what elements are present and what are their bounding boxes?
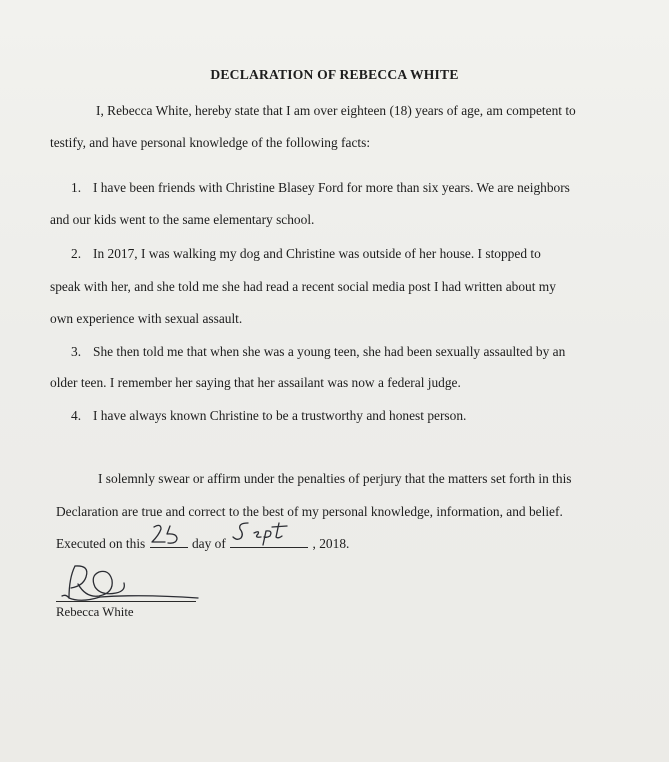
intro-line-1: I, Rebecca White, hereby state that I am over eighteen (18) years of age, am competent to [96, 103, 576, 118]
oath-line-1: I solemnly swear or affirm under the penalties of perjury that the matters set forth in this [98, 471, 572, 486]
executed-suffix: , 2018. [312, 536, 350, 551]
list-item-3-continuation: older teen. I remember her saying that her assailant was now a federal judge. [50, 375, 461, 390]
executed-line [56, 533, 349, 552]
document-title: DECLARATION OF REBECCA WHITE [210, 67, 459, 82]
item-text: I have always known Christine to be a trustworthy and honest person. [93, 408, 467, 423]
handwritten-signature [56, 560, 206, 606]
list-item-2 [71, 246, 541, 262]
handwritten-month [230, 521, 308, 547]
item-number: 2. [71, 246, 82, 261]
signature [56, 560, 206, 606]
executed-prefix: Executed on this [56, 536, 146, 551]
handwritten-day [150, 523, 188, 547]
list-item-3 [71, 344, 565, 360]
list-item-4 [71, 408, 466, 424]
item-number: 3. [71, 344, 82, 359]
list-item-2-continuation: speak with her, and she told me she had read a recent social media post I had written about my [50, 279, 556, 294]
list-item-1 [71, 180, 570, 196]
item-text: She then told me that when she was a young teen, she had been sexually assaulted by an [93, 344, 566, 359]
signature-line [56, 601, 196, 602]
list-item-2-continuation: own experience with sexual assault. [50, 311, 243, 326]
signatory-name: Rebecca White [56, 605, 134, 619]
list-item-1-continuation: and our kids went to the same elementary school. [50, 212, 315, 227]
item-text: I have been friends with Christine Blasey Ford for more than six years. We are neighbors [93, 180, 570, 195]
item-number: 4. [71, 408, 82, 423]
oath-line-2: Declaration are true and correct to the best of my personal knowledge, information, and belief. [56, 504, 563, 519]
item-number: 1. [71, 180, 82, 195]
item-text: In 2017, I was walking my dog and Christine was outside of her house. I stopped to [93, 246, 541, 261]
executed-middle: day of [191, 536, 226, 551]
intro-line-2: testify, and have personal knowledge of the following facts: [50, 135, 371, 150]
day-blank [150, 533, 188, 548]
month-blank [230, 533, 308, 548]
